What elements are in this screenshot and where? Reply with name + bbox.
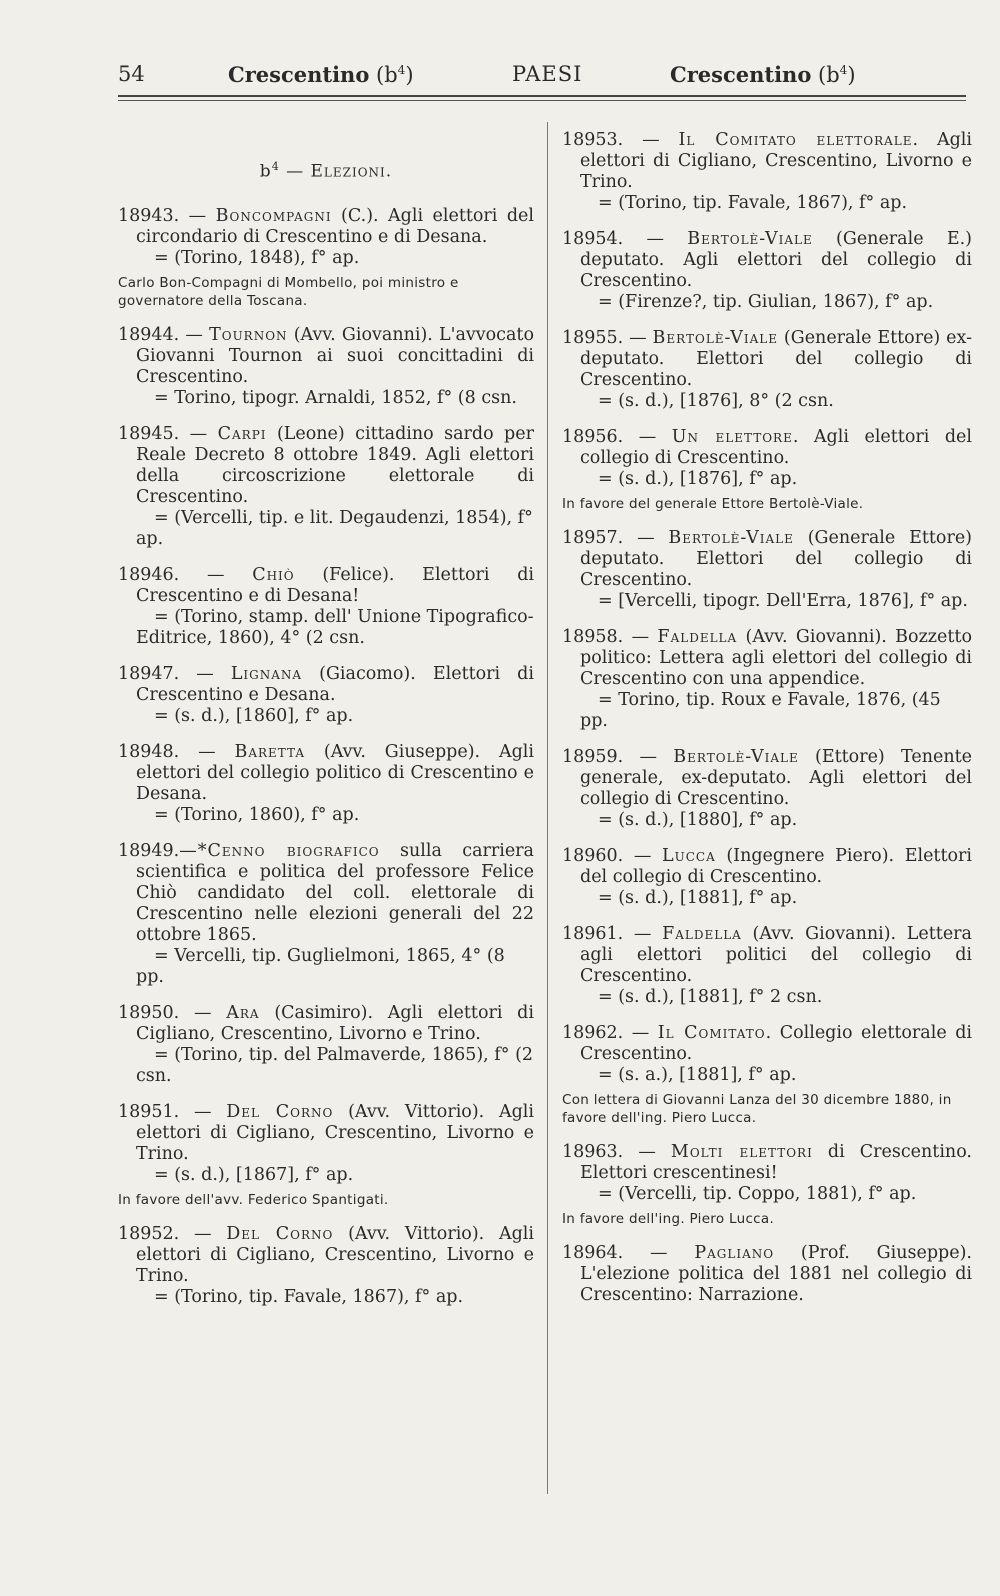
entry-title: (Leone) cittadino sardo per Reale Decreto 8 ottobre 1849. Agli elettori della circoscrizione elettorale di Crescentino. (136, 423, 534, 507)
entry-text: 18951. — Del Corno (Avv. Vittorio). Agli elettori di Cigliano, Crescentino, Livorno e Trino. (118, 1101, 534, 1164)
entry-author: Baretta (234, 741, 306, 762)
entry-number: 18960. (562, 846, 624, 866)
entry-imprint: = (s. d.), [1881], f° ap. (598, 888, 798, 908)
entry-title: (C.). Agli elettori del circondario di Crescentino e di Desana. (136, 205, 534, 247)
entry-imprint: = (s. d.), [1880], f° ap. (598, 810, 798, 830)
entry-author: —*Cenno biografico (179, 840, 380, 861)
entry-imprint: = (s. d.), [1876], 8° (2 csn. (598, 391, 834, 411)
entry-number: 18950. (118, 1002, 180, 1023)
entry-text: 18947. — Lignana (Giacomo). Elettori di Crescentino e Desana. (118, 663, 534, 705)
entry-text: 18956. — Un elettore. Agli elettori del collegio di Crescentino. (562, 427, 972, 468)
entry-text: 18944. — Tournon (Avv. Giovanni). L'avvocato Giovanni Tournon ai suoi concittadini di Crescentino. (118, 324, 534, 387)
entry-text: 18958. — Faldella (Avv. Giovanni). Bozzetto politico: Lettera agli elettori del collegio di Crescentino con una appendice. (562, 627, 972, 689)
entry-text: 18957. — Bertolè-Viale (Generale Ettore) deputato. Elettori del collegio di Crescentino. (562, 528, 972, 590)
section-title (118, 160, 534, 182)
bibliography-entry (562, 229, 972, 313)
bibliography-entry (118, 1224, 534, 1308)
running-head-left-sup: 4 (397, 63, 406, 77)
entry-imprint: = [Vercelli, tipogr. Dell'Erra, 1876], f° ap. (598, 591, 968, 611)
entry-number: 18962. (562, 1023, 624, 1043)
entry-text: 18954. — Bertolè-Viale (Generale E.) deputato. Agli elettori del collegio di Crescentino. (562, 229, 972, 291)
entry-text: 18945. — Carpi (Leone) cittadino sardo per Reale Decreto 8 ottobre 1849. Agli elettori della circoscrizione elettorale di Crescentino. (118, 423, 534, 507)
entry-title: (Avv. Vittorio). Agli elettori di Cigliano, Crescentino, Livorno e Trino. (136, 1101, 534, 1164)
running-head-left-place: Crescentino (228, 62, 370, 87)
bibliography-entry (562, 627, 972, 732)
entry-title: (Avv. Giuseppe). Agli elettori del collegio politico di Crescentino e Desana. (136, 741, 534, 804)
entry-note: Con lettera di Giovanni Lanza del 30 dicembre 1880, in favore dell'ing. Piero Lucca. (562, 1092, 952, 1126)
running-head-right-place: Crescentino (670, 62, 812, 87)
entry-text (118, 841, 534, 946)
entry-text: 18964. — Pagliano (Prof. Giuseppe). L'elezione politica del 1881 nel collegio di Crescentino: Narrazione. (562, 1243, 972, 1305)
entry-author: Faldella (657, 627, 738, 647)
bibliography-entry (562, 1243, 972, 1306)
entry-author: Lucca (661, 846, 716, 866)
entry-title: (Avv. Giovanni). Bozzetto politico: Lettera agli elettori del collegio di Crescentino con una appendice. (580, 627, 972, 689)
bibliography-entry (562, 528, 972, 612)
running-head-right-code: (b (818, 63, 840, 87)
entry-imprint: = (Vercelli, tip. Coppo, 1881), f° ap. (598, 1184, 917, 1204)
entry-title: . Agli elettori di Cigliano, Crescentino, Livorno e Trino. (580, 130, 972, 192)
entry-imprint: = (Firenze?, tip. Giulian, 1867), f° ap. (598, 292, 934, 312)
entry-text: 18948. — Baretta (Avv. Giuseppe). Agli elettori del collegio politico di Crescentino e Desana. (118, 741, 534, 804)
entry-imprint: = (Torino, 1848), f° ap. (154, 247, 360, 268)
bibliography-entry (562, 846, 972, 909)
bibliography-entry (118, 742, 534, 826)
entry-author: Del Corno (226, 1101, 334, 1122)
entry-imprint: = (Torino, tip. Favale, 1867), f° ap. (598, 193, 908, 213)
entry-author: Il Comitato (657, 1023, 766, 1043)
entry-author: Tournon (209, 324, 288, 345)
entry-title: (Casimiro). Agli elettori di Cigliano, Crescentino, Livorno e Trino. (136, 1002, 534, 1044)
bibliography-entry (562, 1023, 972, 1127)
header-rule-thin (118, 100, 966, 101)
entry-title: sulla carriera scientifica e politica del professore Felice Chiò candidato del coll. elettorale di Crescentino nelle elezioni generali del 22 ottobre 1865. (136, 840, 534, 945)
entry-author: Chiò (252, 564, 295, 585)
bibliography-entry (118, 1003, 534, 1087)
entry-text: 18952. — Del Corno (Avv. Vittorio). Agli elettori di Cigliano, Crescentino, Livorno e Trino. (118, 1223, 534, 1286)
entry-imprint: = (s. d.), [1881], f° 2 csn. (598, 987, 823, 1007)
entry-number: 18945. (118, 423, 180, 444)
entry-author: Ara (226, 1002, 260, 1023)
running-head-right (670, 62, 856, 87)
entry-imprint: = (s. d.), [1860], f° ap. (154, 705, 354, 726)
running-head-middle: PAESI (512, 62, 583, 86)
entry-title: (Avv. Giovanni). L'avvocato Giovanni Tournon ai suoi concittadini di Crescentino. (136, 324, 534, 387)
section-dash: — (279, 161, 311, 182)
running-head-left-close: ) (405, 63, 414, 87)
entry-author: Pagliano (694, 1243, 775, 1263)
entry-number: 18964. (562, 1243, 624, 1263)
entry-number: 18955. (562, 328, 624, 348)
entry-number: 18956. (562, 427, 624, 447)
entry-author: Molti elettori (670, 1142, 813, 1162)
entry-note: In favore dell'ing. Piero Lucca. (562, 1211, 775, 1227)
entry-author: Carpi (217, 423, 267, 444)
entry-title: (Generale Ettore) deputato. Elettori del collegio di Crescentino. (580, 528, 972, 590)
bibliography-entry (562, 924, 972, 1008)
entry-number: 18952. (118, 1223, 180, 1244)
bibliography-entry (118, 841, 534, 988)
section-code-sup: 4 (271, 160, 280, 173)
entry-number: 18959. (562, 747, 624, 767)
entry-number: 18944. (118, 324, 180, 345)
entry-title: (Generale E.) deputato. Agli elettori del collegio di Crescentino. (580, 229, 972, 291)
left-column (118, 130, 534, 1323)
entry-author: Lignana (230, 663, 303, 684)
section-title-text: Elezioni. (310, 161, 393, 182)
entry-title: (Generale Ettore) ex-deputato. Elettori del collegio di Crescentino. (580, 328, 972, 390)
entry-imprint: = Torino, tip. Roux e Favale, 1876, (45 pp. (580, 690, 941, 731)
entry-number: 18963. (562, 1142, 624, 1162)
entry-number: 18961. (562, 924, 624, 944)
entry-text: 18962. — Il Comitato. Collegio elettorale di Crescentino. (562, 1023, 972, 1064)
entry-imprint: = (s. d.), [1876], f° ap. (598, 469, 798, 489)
right-entry-list (562, 130, 972, 1306)
bibliography-entry (118, 1102, 534, 1209)
bibliography-entry (118, 206, 534, 310)
entry-number: 18951. (118, 1101, 180, 1122)
running-head-left-code: (b (376, 63, 398, 87)
entry-author: Faldella (662, 924, 742, 944)
page-number: 54 (118, 62, 145, 86)
header-rule-thick (118, 95, 966, 97)
entry-number: 18958. (562, 627, 624, 647)
entry-text: 18943. — Boncompagni (C.). Agli elettori del circondario di Crescentino e di Desana. (118, 205, 534, 247)
entry-title: (Ingegnere Piero). Elettori del collegio di Crescentino. (580, 846, 972, 887)
bibliography-entry (118, 565, 534, 649)
page-header (0, 0, 1000, 100)
entry-imprint: = (Torino, 1860), f° ap. (154, 804, 360, 825)
running-head-right-close: ) (847, 63, 856, 87)
entry-number: 18957. (562, 528, 624, 548)
entry-title: (Prof. Giuseppe). L'elezione politica del 1881 nel collegio di Crescentino: Narrazione. (580, 1243, 972, 1305)
entry-author: Bertolè-Viale (652, 328, 778, 348)
bibliography-entry (562, 328, 972, 412)
bibliography-entry (562, 1142, 972, 1228)
right-column (562, 130, 972, 1321)
entry-note: In favore dell'avv. Federico Spantigati. (118, 1191, 389, 1208)
entry-number: 18953. (562, 130, 624, 150)
entry-title: . Collegio elettorale di Crescentino. (580, 1023, 972, 1064)
entry-text: 18963. — Molti elettori di Crescentino. Elettori crescentinesi! (562, 1142, 972, 1183)
entry-title: (Ettore) Tenente generale, ex-deputato. Agli elettori del collegio di Crescentino. (580, 747, 972, 809)
bibliography-entry (118, 325, 534, 409)
entry-imprint: = (Torino, stamp. dell' Unione Tipografico-Editrice, 1860), 4° (2 csn. (136, 606, 534, 648)
entry-text: 18955. — Bertolè-Viale (Generale Ettore) ex-deputato. Elettori del collegio di Crescentino. (562, 328, 972, 390)
entry-author: Bertolè-Viale (687, 229, 813, 249)
bibliography-entry (562, 427, 972, 513)
entry-number: 18948. (118, 741, 180, 762)
entry-text: 18960. — Lucca (Ingegnere Piero). Elettori del collegio di Crescentino. (562, 846, 972, 887)
entry-number: 18949. (118, 840, 180, 861)
entry-imprint: = Vercelli, tip. Guglielmoni, 1865, 4° (8 pp. (136, 945, 505, 987)
entry-title: (Felice). Elettori di Crescentino e di Desana! (136, 564, 534, 606)
entry-imprint: = (s. a.), [1881], f° ap. (598, 1065, 797, 1085)
entry-number: 18954. (562, 229, 624, 249)
column-divider (547, 122, 548, 1494)
entry-title: (Giacomo). Elettori di Crescentino e Desana. (136, 663, 534, 705)
entry-imprint: = (Torino, tip. del Palmaverde, 1865), f° (2 csn. (136, 1044, 534, 1086)
left-entry-list (118, 206, 534, 1308)
entry-author: Boncompagni (215, 205, 332, 226)
entry-title: (Avv. Vittorio). Agli elettori di Cigliano, Crescentino, Livorno e Trino. (136, 1223, 534, 1286)
entry-imprint: = (Torino, tip. Favale, 1867), f° ap. (154, 1286, 464, 1307)
entry-text: 18950. — Ara (Casimiro). Agli elettori di Cigliano, Crescentino, Livorno e Trino. (118, 1002, 534, 1044)
entry-number: 18947. (118, 663, 180, 684)
entry-text: 18961. — Faldella (Avv. Giovanni). Lettera agli elettori politici del collegio di Crescentino. (562, 924, 972, 986)
entry-title: . Agli elettori del collegio di Crescentino. (580, 427, 972, 468)
bibliography-entry (118, 664, 534, 727)
running-head-left (228, 62, 414, 87)
entry-title: di Crescentino. Elettori crescentinesi! (580, 1142, 972, 1183)
entry-text: 18953. — Il Comitato elettorale. Agli elettori di Cigliano, Crescentino, Livorno e Trino. (562, 130, 972, 192)
entry-note: Carlo Bon-Compagni di Mombello, poi ministro e governatore della Toscana. (118, 274, 459, 309)
bibliography-entry (562, 747, 972, 831)
bibliography-entry (118, 424, 534, 550)
entry-text: 18959. — Bertolè-Viale (Ettore) Tenente generale, ex-deputato. Agli elettori del collegio di Crescentino. (562, 747, 972, 809)
entry-number: 18943. (118, 205, 180, 226)
entry-author: Del Corno (226, 1223, 334, 1244)
entry-title: (Avv. Giovanni). Lettera agli elettori politici del collegio di Crescentino. (580, 924, 972, 986)
entry-text: 18946. — Chiò (Felice). Elettori di Crescentino e di Desana! (118, 564, 534, 606)
entry-author: Un elettore (671, 427, 793, 447)
entry-note: In favore del generale Ettore Bertolè-Viale. (562, 496, 864, 512)
entry-number: 18946. (118, 564, 180, 585)
entry-author: Il Comitato elettorale (678, 130, 913, 150)
entry-imprint: = (s. d.), [1867], f° ap. (154, 1164, 354, 1185)
entry-author: Bertolè-Viale (673, 747, 799, 767)
entry-imprint: = (Vercelli, tip. e lit. Degaudenzi, 1854), f° ap. (136, 507, 533, 549)
bibliography-entry (562, 130, 972, 214)
running-head-right-sup: 4 (839, 63, 848, 77)
entry-imprint: = Torino, tipogr. Arnaldi, 1852, f° (8 csn. (154, 387, 517, 408)
entry-author: Bertolè-Viale (668, 528, 794, 548)
section-code: b (259, 161, 272, 182)
